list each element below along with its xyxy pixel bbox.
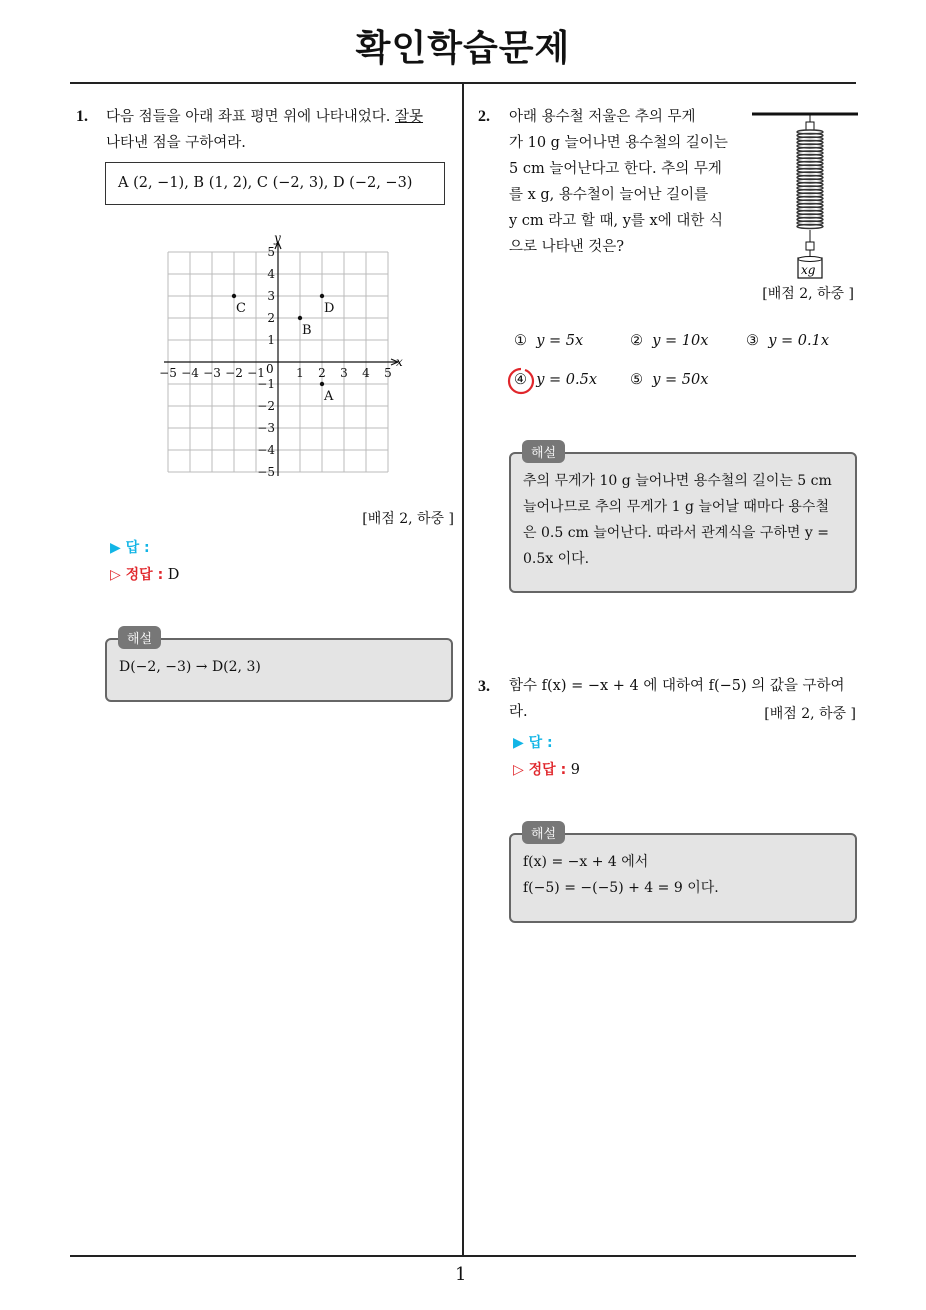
q1-correct-label: ▷ 정답 : <box>110 567 164 583</box>
column-divider <box>462 83 464 1255</box>
q1-answer-label: ▶ 답 : <box>110 540 150 556</box>
y-tick-label: −5 <box>257 465 275 479</box>
q2-text-line: 으로 나타낸 것은? <box>509 239 625 255</box>
q2-choice-1[interactable] <box>514 333 583 349</box>
q2-choice-mark: ④ <box>514 372 527 388</box>
q3-text-line1: 함수 f(x) = −x + 4 에 대하여 f(−5) 의 값을 구하여 <box>509 678 845 694</box>
q3-correct-value: 9 <box>570 762 581 778</box>
q1-number: 1. <box>76 108 88 125</box>
q1-coordinate-plane <box>150 226 410 486</box>
q1-text-emphasis: 잘못 <box>395 109 424 125</box>
q2-explanation-line: 늘어나므로 추의 무게가 1 g 늘어날 때마다 용수철 <box>523 499 829 515</box>
q2-selected-circle-icon <box>506 366 536 396</box>
x-tick-label: −4 <box>181 366 199 380</box>
q2-choice-5[interactable] <box>630 372 708 388</box>
q1-score: [배점 2, 하중 ] <box>362 511 454 527</box>
point-label-D: D <box>324 301 335 316</box>
q2-choice-expr: y = 0.1x <box>768 333 830 349</box>
q2-explanation-line: 0.5x 이다. <box>523 551 590 567</box>
q1-correct-answer <box>110 564 179 584</box>
q3-explanation-tag: 해설 <box>522 821 565 844</box>
q1-points <box>232 294 335 404</box>
q2-spring-coils <box>797 130 823 229</box>
y-tick-label: 4 <box>267 267 275 281</box>
q2-choice-3[interactable] <box>746 333 829 349</box>
q1-x-axis-label: x <box>396 355 403 369</box>
q2-weight-top <box>798 257 822 262</box>
x-tick-label: 4 <box>362 366 370 380</box>
y-tick-label: −1 <box>257 377 275 391</box>
x-tick-label: −2 <box>225 366 243 380</box>
q2-text-line: y cm 라고 할 때, y를 x에 대한 식 <box>509 213 723 229</box>
bottom-rule <box>70 1255 856 1257</box>
q2-explanation-line: 추의 무게가 10 g 늘어나면 용수철의 길이는 5 cm <box>523 473 832 489</box>
x-tick-label: −3 <box>203 366 221 380</box>
q2-choice-expr: y = 5x <box>536 333 584 349</box>
q1-text-line2: 나타낸 점을 구하여라. <box>106 135 246 151</box>
x-tick-label: 5 <box>384 366 392 380</box>
q1-text <box>106 104 458 156</box>
q1-points-box: A (2, −1), B (1, 2), C (−2, 3), D (−2, −3) <box>105 162 445 205</box>
q3-correct-answer <box>513 759 580 779</box>
point-label-C: C <box>236 301 246 316</box>
q3-explanation-line: f(−5) = −(−5) + 4 = 9 이다. <box>523 880 719 896</box>
q2-explanation-tag: 해설 <box>522 440 565 463</box>
q2-explanation-line: 은 0.5 cm 늘어난다. 따라서 관계식을 구하면 y = <box>523 525 829 541</box>
page-title: 확인학습문제 <box>355 28 571 69</box>
x-tick-label: 3 <box>340 366 348 380</box>
y-tick-label: 3 <box>267 289 275 303</box>
q2-weight-label: xg <box>801 263 816 277</box>
q2-number: 2. <box>478 108 490 125</box>
q2-choice-expr: y = 50x <box>652 372 709 388</box>
q2-score: [배점 2, 하중 ] <box>762 286 854 302</box>
q2-explanation-box <box>509 452 857 593</box>
q2-text-line: 아래 용수철 저울은 추의 무게 <box>509 109 696 125</box>
q1-explanation-tag: 해설 <box>118 626 161 649</box>
q1-y-axis-label: y <box>274 231 281 245</box>
q2-choice-2[interactable] <box>630 333 708 349</box>
q3-answer-label: ▶ 답 : <box>513 735 553 751</box>
q3-correct-label: ▷ 정답 : <box>513 762 567 778</box>
q1-correct-value: D <box>167 567 180 583</box>
q2-choice-mark: ② <box>630 333 643 349</box>
x-tick-label: 2 <box>318 366 326 380</box>
x-tick-label: −1 <box>247 366 265 380</box>
q2-choice-mark: ⑤ <box>630 372 643 388</box>
q1-explanation: D(−2, −3) → D(2, 3) <box>119 659 261 675</box>
point-A <box>320 382 324 386</box>
q2-text <box>509 104 729 260</box>
point-D <box>320 294 324 298</box>
q3-score: [배점 2, 하중 ] <box>764 706 856 722</box>
x-tick-label: 1 <box>296 366 304 380</box>
y-tick-label: −2 <box>257 399 275 413</box>
q2-spring-scale-figure <box>750 108 860 283</box>
q1-origin-label: 0 <box>266 362 274 376</box>
q1-text-line1: 다음 점들을 아래 좌표 평면 위에 나타내었다. <box>106 109 395 125</box>
q2-choice-expr: y = 0.5x <box>536 372 598 388</box>
q2-bottom-ring <box>806 242 814 250</box>
q3-explanation-box <box>509 833 857 923</box>
q2-text-line: 5 cm 늘어난다고 한다. 추의 무게 <box>509 161 722 177</box>
q3-number: 3. <box>478 678 490 695</box>
q2-choice-mark: ③ <box>746 333 759 349</box>
q2-text-line: 가 10 g 늘어나면 용수철의 길이는 <box>509 135 728 151</box>
q3-explanation-line: f(x) = −x + 4 에서 <box>523 854 649 870</box>
y-tick-label: 5 <box>267 245 275 259</box>
q2-choice-mark: ① <box>514 333 527 349</box>
q1-axes <box>164 242 398 476</box>
page-number: 1 <box>455 1264 467 1285</box>
q3-text-line2: 라. <box>509 704 528 720</box>
x-tick-label: −5 <box>159 366 177 380</box>
y-tick-label: 1 <box>267 333 275 347</box>
y-tick-label: −4 <box>257 443 275 457</box>
spring-coil <box>797 225 823 229</box>
y-tick-label: −3 <box>257 421 275 435</box>
point-C <box>232 294 236 298</box>
q2-choice-expr: y = 10x <box>652 333 709 349</box>
point-label-A: A <box>324 389 334 404</box>
point-label-B: B <box>302 323 312 338</box>
q2-text-line: 를 x g, 용수철이 늘어난 길이를 <box>509 187 709 203</box>
y-tick-label: 2 <box>267 311 275 325</box>
q2-top-ring <box>806 122 814 130</box>
point-B <box>298 316 302 320</box>
